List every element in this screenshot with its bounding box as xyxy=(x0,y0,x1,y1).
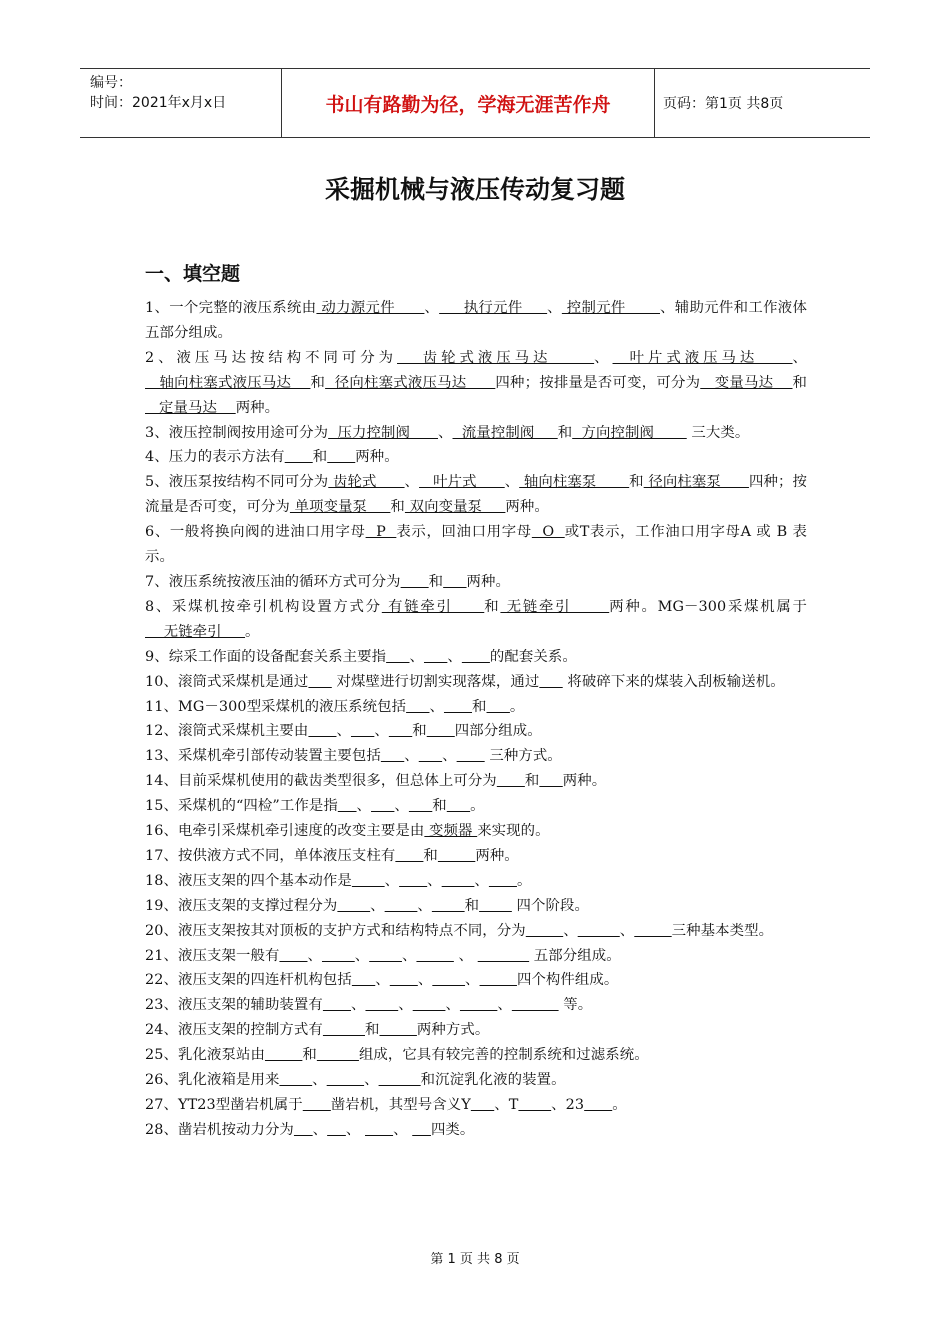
question-text: 四种；按流量是否可变，可分为 xyxy=(145,474,807,516)
question-text: 、T xyxy=(494,1097,519,1113)
answer-blank: 流量控制阀 xyxy=(452,424,558,441)
question-text: 和 xyxy=(412,723,427,740)
answer-blank xyxy=(409,798,432,814)
question-text: 两种。 xyxy=(235,399,280,416)
question-text: 、 xyxy=(345,1121,366,1138)
answer-blank: 变量马达 xyxy=(700,374,793,391)
question-item xyxy=(145,346,807,421)
header-motto: 书山有路勤为径，学海无涯苦作舟 xyxy=(282,69,655,137)
answer-blank xyxy=(351,723,374,739)
question-text: 和沉淀乳化液的装置。 xyxy=(420,1072,566,1089)
answer-blank xyxy=(279,948,307,964)
question-item xyxy=(145,993,807,1018)
question-text: 四种；按排量是否可变，可分为 xyxy=(495,374,701,391)
question-item xyxy=(145,894,807,919)
answer-blank xyxy=(389,723,412,739)
question-text: 24、液压支架的控制方式有 xyxy=(145,1022,323,1039)
question-text: 26、乳化液箱是用来 xyxy=(145,1072,280,1089)
question-text: 13、采煤机牵引部传动装置主要包括 xyxy=(145,748,381,765)
answer-blank xyxy=(323,1022,365,1038)
question-text: 三种方式。 xyxy=(484,748,562,765)
answer-blank xyxy=(489,873,517,889)
answer-blank: 轴向柱塞式液压马达 xyxy=(145,374,311,391)
answer-blank xyxy=(634,923,671,939)
question-text: 、 xyxy=(417,972,433,989)
answer-blank xyxy=(380,1022,417,1038)
answer-blank: 单项变量泵 xyxy=(289,499,391,516)
question-text: 和 xyxy=(792,374,808,391)
answer-blank xyxy=(443,574,466,590)
question-text: 、 xyxy=(442,748,457,765)
answer-blank xyxy=(419,748,442,764)
number-label: 编号： xyxy=(90,75,132,91)
question-text: 10、滚筒式采煤机是通过 xyxy=(145,673,309,690)
answer-blank: 叶片式 xyxy=(419,474,505,491)
question-item xyxy=(145,645,807,670)
answer-blank xyxy=(497,773,525,789)
answer-blank xyxy=(395,848,423,864)
question-text: 对煤壁进行切割实现落煤，通过 xyxy=(331,673,540,690)
question-text: 、 xyxy=(427,872,442,889)
answer-blank xyxy=(379,1072,421,1088)
header-page-info: 页码：第1页 共8页 xyxy=(663,96,784,112)
answer-blank xyxy=(322,948,355,964)
question-text: 6、一般将换向阀的进油口用字母 xyxy=(145,524,366,541)
question-text: 、 xyxy=(792,349,808,366)
answer-blank xyxy=(539,674,562,690)
question-item xyxy=(145,769,807,794)
answer-blank: 齿轮式液压马达 xyxy=(397,349,595,366)
question-item xyxy=(145,595,807,645)
answer-blank xyxy=(432,898,465,914)
question-text: 和 xyxy=(557,424,573,441)
answer-blank xyxy=(427,723,455,739)
question-text: 和 xyxy=(484,598,501,615)
section-title: 一、填空题 xyxy=(145,263,241,285)
question-text: 。 xyxy=(509,698,525,715)
question-text: 。 xyxy=(516,872,532,889)
question-text: 14、目前采煤机使用的截齿类型很多，但总体上可分为 xyxy=(145,773,497,790)
question-text: 等。 xyxy=(558,997,593,1014)
answer-blank xyxy=(294,1122,313,1138)
answer-blank xyxy=(386,649,409,665)
question-text: 8、采煤机按牵引机构设置方式分 xyxy=(145,598,382,615)
answer-blank xyxy=(365,1122,393,1138)
question-item xyxy=(145,944,807,969)
question-item xyxy=(145,1043,807,1068)
answer-blank: 齿轮式 xyxy=(328,474,405,491)
question-text: 三大类。 xyxy=(686,424,750,441)
question-item xyxy=(145,919,807,944)
question-text: 1、一个完整的液压系统由 xyxy=(145,300,317,316)
answer-blank: 压力控制阀 xyxy=(328,424,439,441)
question-text: 、 xyxy=(474,872,489,889)
answer-blank xyxy=(308,674,331,690)
question-text: 四部分组成。 xyxy=(454,723,542,740)
question-text: 19、液压支架的支撑过程分为 xyxy=(145,897,338,914)
question-item xyxy=(145,520,807,570)
question-item xyxy=(145,421,807,446)
question-text: 和 xyxy=(365,1022,380,1039)
question-text: 9、综采工作面的设备配套关系主要指 xyxy=(145,648,387,665)
question-text: 、 xyxy=(619,922,635,939)
question-item xyxy=(145,1018,807,1043)
question-text: 、23 xyxy=(551,1097,585,1113)
question-text: 、 xyxy=(453,947,478,964)
answer-blank xyxy=(479,898,512,914)
question-text: 两种方式。 xyxy=(416,1022,490,1039)
answer-blank: 执行元件 xyxy=(439,300,548,316)
question-item xyxy=(145,869,807,894)
question-text: 、 xyxy=(307,947,322,964)
time-label: 时间：2021年x月x日 xyxy=(90,95,227,111)
question-text: 、 xyxy=(497,997,512,1014)
question-text: 、 xyxy=(375,972,390,989)
question-text: 将破碎下来的煤装入刮板输送机。 xyxy=(562,673,785,690)
document-title: 采掘机械与液压传动复习题 xyxy=(324,175,625,204)
question-text: 12、滚筒式采煤机主要由 xyxy=(145,723,309,740)
answer-blank xyxy=(327,449,355,465)
question-item xyxy=(145,719,807,744)
question-text: 、 xyxy=(356,798,372,815)
question-text: 五部分组成。 xyxy=(529,947,621,964)
question-list xyxy=(145,296,807,1143)
question-text: 、 xyxy=(563,922,578,939)
answer-blank xyxy=(438,848,475,864)
answer-blank xyxy=(478,948,529,964)
question-text: 和 xyxy=(629,474,644,491)
question-text: 。 xyxy=(245,623,260,640)
question-text: 的配套关系。 xyxy=(489,648,577,665)
question-text: 、 xyxy=(350,997,366,1014)
question-text: 、 xyxy=(312,1121,328,1138)
question-item xyxy=(145,670,807,695)
question-item xyxy=(145,445,807,470)
answer-blank: 无链牵引 xyxy=(500,598,610,615)
question-item xyxy=(145,1068,807,1093)
answer-blank xyxy=(471,1097,494,1113)
answer-blank: 径向柱塞式液压马达 xyxy=(325,374,496,391)
question-text: 两种。 xyxy=(355,449,399,466)
question-item xyxy=(145,470,807,520)
question-text: 。 xyxy=(470,798,485,815)
question-text: 、 xyxy=(447,648,462,665)
question-text: 23、液压支架的辅助装置有 xyxy=(145,997,323,1014)
question-text: 、 xyxy=(370,897,385,914)
question-text: 3、液压控制阀按用途可分为 xyxy=(145,424,329,441)
answer-blank: 双向变量泵 xyxy=(404,499,506,516)
answer-blank xyxy=(317,1047,359,1063)
answer-blank: 无链牵引 xyxy=(145,623,246,640)
answer-blank xyxy=(432,972,465,988)
page-header xyxy=(80,68,870,138)
answer-blank xyxy=(460,997,497,1013)
answer-blank xyxy=(327,1072,364,1088)
answer-blank: 径向柱塞泵 xyxy=(643,474,749,491)
question-text: 。 xyxy=(612,1097,627,1113)
question-text: 和 xyxy=(310,374,326,391)
answer-blank xyxy=(369,948,402,964)
question-text: 11、MG－300型采煤机的液压系统包括 xyxy=(145,698,407,715)
question-text: 、 xyxy=(594,349,613,366)
question-text: 、 xyxy=(438,424,453,441)
answer-blank xyxy=(385,898,418,914)
question-text: 两种。MG－300采煤机属于 xyxy=(609,598,807,615)
answer-blank xyxy=(424,649,447,665)
question-text: 和 xyxy=(428,573,444,590)
question-text: 、 xyxy=(424,300,440,316)
question-text: 和 xyxy=(302,1047,317,1064)
question-text: 和 xyxy=(472,698,487,715)
answer-blank xyxy=(487,699,510,715)
answer-blank xyxy=(323,997,351,1013)
answer-blank xyxy=(539,773,562,789)
answer-blank xyxy=(371,798,394,814)
question-text: 两种。 xyxy=(562,773,607,790)
answer-blank xyxy=(337,898,370,914)
question-text: 、 xyxy=(364,1072,379,1089)
question-text: 四个构件组成。 xyxy=(516,972,619,989)
question-text: 、 xyxy=(393,1121,413,1138)
answer-blank xyxy=(480,972,517,988)
question-text: 四类。 xyxy=(430,1121,475,1138)
question-text: 16、电牵引采煤机牵引速度的改变主要是由 xyxy=(145,823,425,840)
question-text: 、 xyxy=(336,723,351,740)
question-item xyxy=(145,1118,807,1143)
answer-blank xyxy=(338,798,357,814)
question-text: 4、压力的表示方法有 xyxy=(145,449,285,466)
question-text: 27、YT23型凿岩机属于 xyxy=(145,1097,303,1113)
answer-blank xyxy=(518,1097,551,1113)
answer-blank xyxy=(406,699,429,715)
question-text: 、 xyxy=(409,648,424,665)
answer-blank xyxy=(352,873,385,889)
question-text: 2、液压马达按结构不同可分为 xyxy=(145,349,398,366)
answer-blank xyxy=(285,449,313,465)
question-text: 凿岩机，其型号含义Y xyxy=(330,1097,471,1113)
answer-blank xyxy=(526,923,563,939)
question-item xyxy=(145,296,807,346)
answer-blank xyxy=(327,1122,346,1138)
answer-blank: 叶片式液压马达 xyxy=(612,349,793,366)
answer-blank xyxy=(457,748,485,764)
answer-blank xyxy=(352,972,375,988)
question-text: 两种。 xyxy=(505,499,549,516)
answer-blank xyxy=(265,1047,302,1063)
answer-blank xyxy=(512,997,559,1013)
answer-blank xyxy=(578,923,620,939)
page-footer: 第 1 页 共 8 页 xyxy=(430,1252,520,1267)
question-text: 、 xyxy=(354,947,370,964)
question-text: 、 xyxy=(398,997,413,1014)
question-text: 、 xyxy=(404,474,420,491)
answer-blank: 定量马达 xyxy=(145,399,236,416)
answer-blank: 轴向柱塞泵 xyxy=(519,474,630,491)
question-text: 或T表示，工作油口用字母A 或 B 表示。 xyxy=(145,524,807,566)
question-text: 20、液压支架按其对顶板的支护方式和结构特点不同，分为 xyxy=(145,922,526,939)
question-text: 22、液压支架的四连杆机构包括 xyxy=(145,972,352,989)
answer-blank: P xyxy=(365,524,397,541)
answer-blank xyxy=(412,1122,431,1138)
answer-blank xyxy=(462,649,490,665)
answer-blank xyxy=(381,748,404,764)
question-text: 、 xyxy=(312,1072,327,1089)
question-text: 7、液压系统按液压油的循环方式可分为 xyxy=(145,573,401,590)
question-item xyxy=(145,794,807,819)
question-text: 、 xyxy=(417,897,432,914)
answer-blank xyxy=(416,948,453,964)
answer-blank: 动力源元件 xyxy=(316,300,425,316)
question-item xyxy=(145,968,807,993)
question-text: 5、液压泵按结构不同可分为 xyxy=(145,474,329,491)
answer-blank: 控制元件 xyxy=(561,300,661,316)
question-text: 和 xyxy=(464,897,480,914)
answer-blank xyxy=(399,873,427,889)
question-text: 和 xyxy=(524,773,540,790)
answer-blank xyxy=(308,723,336,739)
question-text: 17、按供液方式不同，单体液压支柱有 xyxy=(145,847,396,864)
question-text: 、 xyxy=(404,748,419,765)
question-text: 25、乳化液泵站由 xyxy=(145,1047,265,1064)
answer-blank xyxy=(401,574,429,590)
question-text: 、 xyxy=(429,698,444,715)
question-item xyxy=(145,744,807,769)
answer-blank xyxy=(365,997,398,1013)
question-text: 两种。 xyxy=(475,847,519,864)
question-text: 、 xyxy=(547,300,562,316)
answer-blank xyxy=(413,997,446,1013)
question-text: 、 xyxy=(445,997,460,1014)
question-item xyxy=(145,695,807,720)
answer-blank xyxy=(444,699,472,715)
question-text: 和 xyxy=(423,847,438,864)
answer-blank xyxy=(442,873,475,889)
answer-blank xyxy=(447,798,470,814)
answer-blank: 变频器 xyxy=(424,823,478,840)
header-meta xyxy=(80,69,282,137)
question-text: 和 xyxy=(390,499,405,516)
question-text: 21、液压支架一般有 xyxy=(145,947,280,964)
question-text: 18、液压支架的四个基本动作是 xyxy=(145,872,352,889)
question-text: 、辅助元件和工作液体五部分组成。 xyxy=(145,300,808,341)
answer-blank xyxy=(584,1097,612,1113)
answer-blank: 方向控制阀 xyxy=(572,424,687,441)
answer-blank: O xyxy=(531,524,565,541)
question-item xyxy=(145,1093,807,1118)
question-text: 和 xyxy=(432,798,447,815)
question-text: 表示，回油口用字母 xyxy=(396,524,532,541)
question-text: 15、采煤机的“四检”工作是指 xyxy=(145,798,338,815)
question-text: 和 xyxy=(312,449,328,466)
answer-blank xyxy=(390,972,418,988)
question-text: 、 xyxy=(394,798,409,815)
question-text: 三种基本类型。 xyxy=(671,922,774,939)
answer-blank xyxy=(303,1097,331,1113)
question-text: 28、凿岩机按动力分为 xyxy=(145,1121,294,1138)
question-text: 来实现的。 xyxy=(477,823,550,840)
question-item xyxy=(145,819,807,844)
question-text: 、 xyxy=(374,723,389,740)
question-text: 、 xyxy=(401,947,417,964)
question-item xyxy=(145,570,807,595)
question-text: 组成，它具有较完善的控制系统和过滤系统。 xyxy=(358,1047,649,1064)
question-item xyxy=(145,844,807,869)
question-text: 两种。 xyxy=(466,573,511,590)
question-text: 、 xyxy=(465,972,480,989)
question-text: 四个阶段。 xyxy=(511,897,589,914)
question-text: 、 xyxy=(384,872,400,889)
answer-blank xyxy=(279,1072,312,1088)
answer-blank: 有链牵引 xyxy=(381,598,485,615)
question-text: 、 xyxy=(504,474,520,491)
